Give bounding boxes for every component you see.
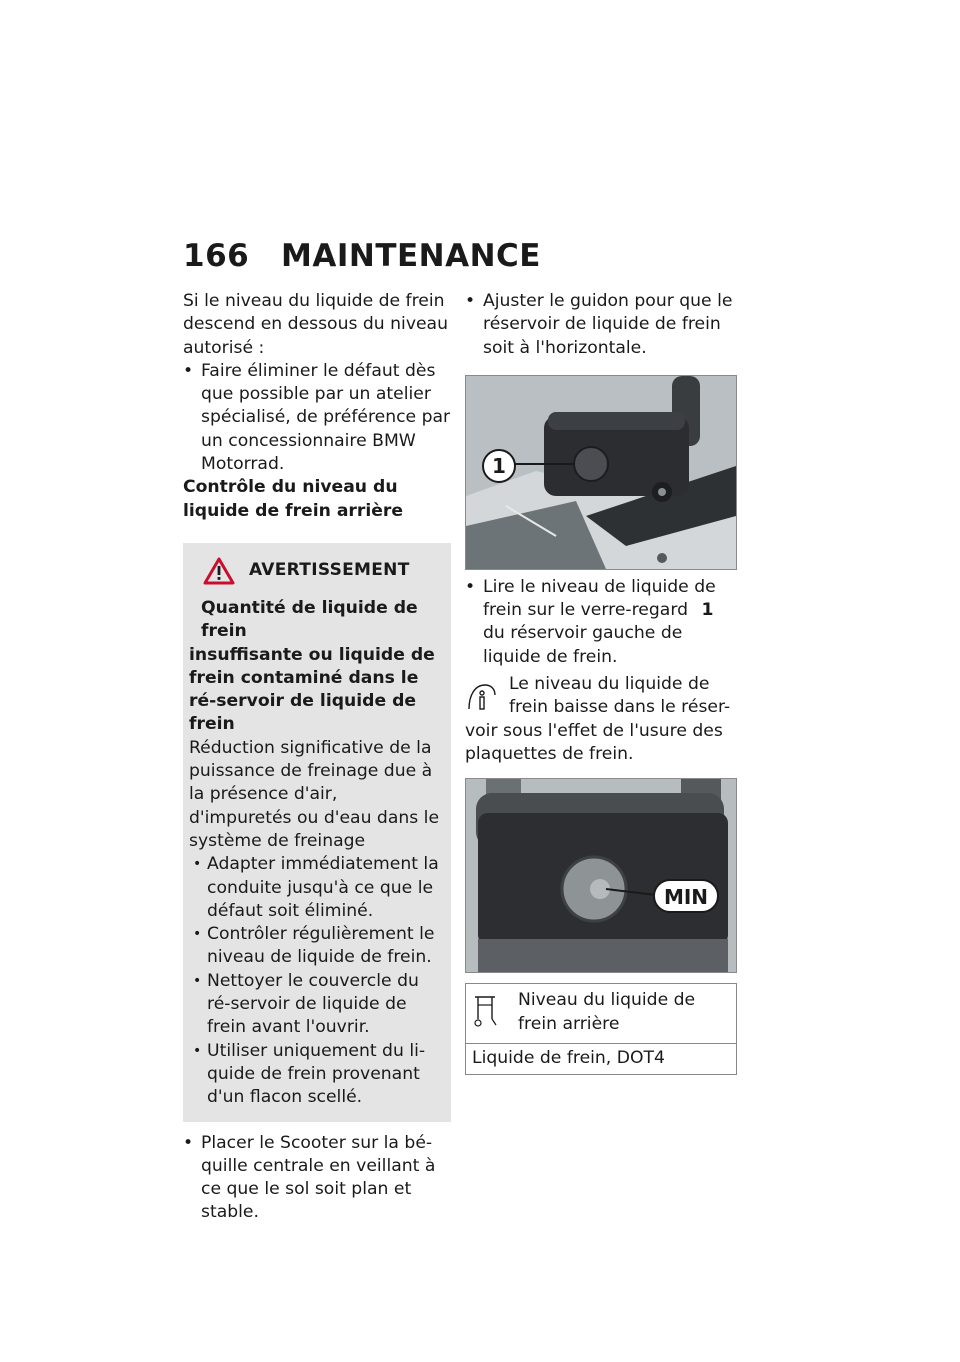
info-note [465,673,737,766]
step-read-level [465,576,737,669]
warning-header [189,553,441,589]
subheading: Contrôle du niveau du liquide de frein arrière [183,477,404,521]
spec-table [465,983,737,1075]
step-read-callout: 1 [701,600,714,621]
spec-title-row [466,984,736,1043]
warning-item: • Contrôler régulièrement le niveau de liquide de frein. [189,923,441,970]
level-gauge-icon [472,993,498,1029]
warning-consequence: Réduction significative de la puissance de freinage due à la présence d'air, d'impuretés ou d'eau dans le système de freinage [189,737,440,851]
page-number: 166 [183,238,250,274]
step-read-text-a: Lire le niveau de liquide de frein sur le verre-regard [483,576,716,621]
spec-title: Niveau du liquide de frein arrière [518,990,696,1034]
step-read-text-b: du réservoir gauche de liquide de frein. [483,623,683,667]
intro-text: Si le niveau du liquide de frein descend en dessous du niveau autorisé : [183,291,448,358]
section-title: MAINTENANCE [281,238,541,274]
right-column [465,290,737,1075]
warning-hazard-rest: insuffisante ou liquide de frein contaminé dans le ré-servoir de liquide de frein [189,644,435,735]
warning-box [183,543,451,1122]
warning-item: • Adapter immédiatement la conduite jusqu'à ce que le défaut soit éliminé. [189,853,441,923]
warning-triangle-icon [203,557,235,585]
note-rest: voir sous l'effet de l'usure des plaquettes de frein. [465,720,723,764]
step-adjust-handlebar: • Ajuster le guidon pour que le réservoir de liquide de frein soit à l'horizontale. [465,290,737,360]
photo-callout-1: 1 [492,453,506,478]
photo-callout-min: MIN [663,885,709,910]
step-place-scooter: • Placer le Scooter sur la bé-quille centrale en veillant à ce que le sol soit plan et stable. [183,1132,451,1225]
reservoir-photo-illustration [466,376,736,569]
warning-item: • Utiliser uniquement du li-quide de frein provenant d'un flacon scellé. [189,1040,441,1110]
warning-hazard-line1: Quantité de liquide de frein [201,597,418,642]
spec-value: Liquide de frein, DOT4 [472,1047,665,1068]
photo-min-mark [465,778,737,973]
page-header [183,238,541,274]
info-icon [465,681,497,713]
min-mark-photo-illustration [466,779,736,972]
photo-reservoir-sightglass [465,375,737,570]
warning-title: AVERTISSEMENT [249,560,410,581]
note-line1: Le niveau du liquide de [509,674,710,695]
note-line2: frein baisse dans le réser- [509,697,731,718]
warning-item: • Nettoyer le couvercle du ré-servoir de liquide de frein avant l'ouvrir. [189,970,441,1040]
left-column [183,290,451,1225]
intro-bullet: • Faire éliminer le défaut dès que possible par un atelier spécialisé, de préférence par un concessionnaire BMW Motorrad. [183,360,451,476]
